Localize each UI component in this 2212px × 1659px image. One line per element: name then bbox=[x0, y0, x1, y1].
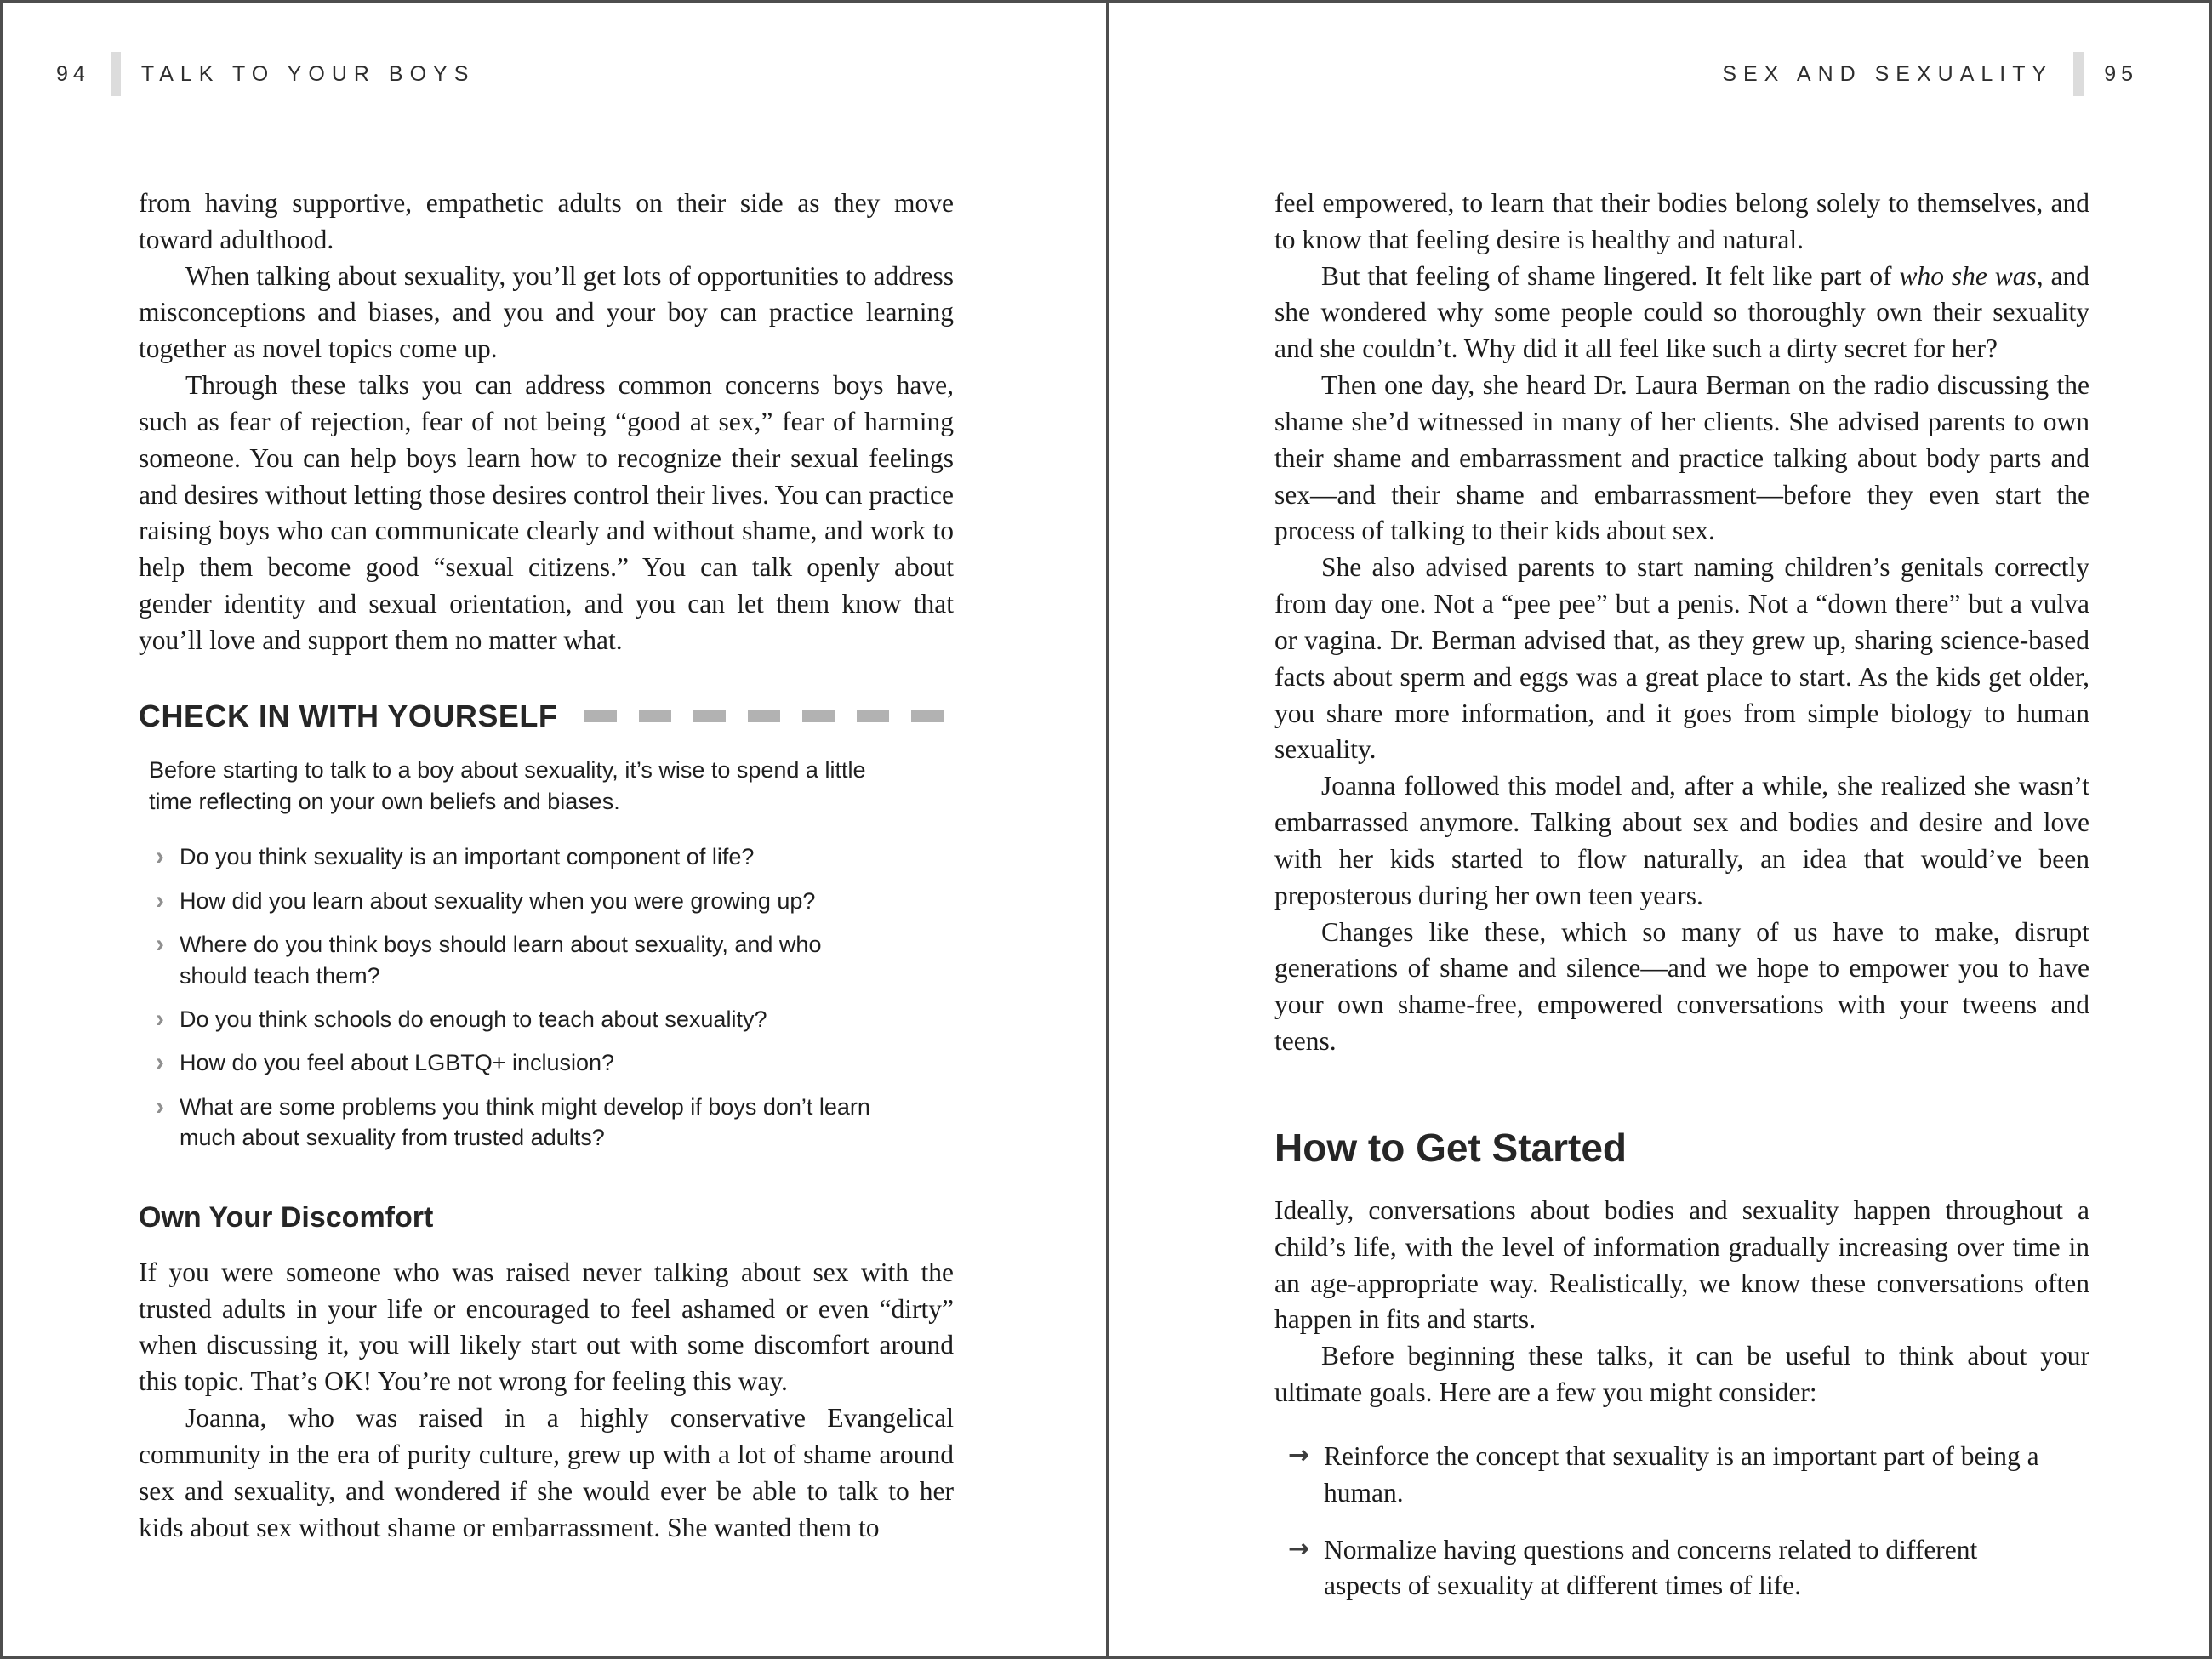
italic-phrase: who she was bbox=[1899, 260, 2037, 291]
section-heading: How to Get Started bbox=[1274, 1125, 1628, 1170]
running-head-title-right: SEX AND SEXUALITY bbox=[1722, 61, 2054, 86]
dash-icon bbox=[748, 710, 780, 722]
paragraph-text: But that feeling of shame lingered. It felt like part of bbox=[1321, 260, 1900, 291]
check-in-heading-row bbox=[139, 698, 954, 734]
list-item bbox=[139, 841, 886, 872]
list-item bbox=[1274, 1532, 2047, 1605]
dash-icon bbox=[802, 710, 835, 722]
dash-decoration bbox=[584, 710, 944, 722]
dash-icon bbox=[584, 710, 617, 722]
running-head-title-left: TALK TO YOUR BOYS bbox=[140, 61, 476, 86]
paragraph: Before beginning these talks, it can be useful to think about your ultimate goals. Here are a few you might consider: bbox=[1274, 1341, 2089, 1408]
question-text: How do you feel about LGBTQ+ inclusion? bbox=[180, 1050, 615, 1076]
goals-list bbox=[1274, 1439, 2089, 1605]
question-text: Where do you think boys should learn about sexuality, and who should teach them? bbox=[180, 932, 822, 989]
running-head-left bbox=[56, 52, 475, 96]
check-in-intro: Before starting to talk to a boy about sexuality, it’s wise to spend a little time reflecting on your own beliefs and biases. bbox=[149, 756, 866, 815]
right-text-column bbox=[1274, 185, 2089, 1605]
paragraph: Changes like these, which so many of us have to make, disrupt generations of shame and silence—and we hope to empower you to have your own shame-free, empowered conversations with your tweens and teens. bbox=[1274, 916, 2089, 1057]
subsection-heading: Own Your Discomfort bbox=[139, 1200, 434, 1234]
paragraph: from having supportive, empathetic adults on their side as they move toward adulthood. bbox=[139, 188, 954, 254]
paragraph: feel empowered, to learn that their bodies belong solely to themselves, and to know that feeling desire is healthy and natural. bbox=[1274, 188, 2089, 254]
check-in-feature-box bbox=[139, 698, 954, 1154]
page-number-left: 94 bbox=[56, 61, 90, 86]
goal-text: Normalize having questions and concerns related to different aspects of sexuality at different times of life. bbox=[1324, 1534, 1978, 1601]
running-head-right bbox=[1722, 52, 2138, 96]
chevron-bullet-icon: › bbox=[156, 842, 164, 871]
question-text: What are some problems you think might develop if boys don’t learn much about sexuality from trusted adults? bbox=[180, 1093, 870, 1151]
arrow-bullet-icon: → bbox=[1288, 1440, 1310, 1470]
check-in-heading: CHECK IN WITH YOURSELF bbox=[139, 698, 558, 733]
dash-icon bbox=[911, 710, 944, 722]
list-item bbox=[139, 1047, 886, 1078]
list-item bbox=[1274, 1439, 2047, 1512]
paragraph: Through these talks you can address common concerns boys have, such as fear of rejection, fear of not being “good at sex,” fear of harming someone. You can help boys learn how to recognize their sexual feelings and desires without letting those desires control their lives. You can practice raising boys who can communicate clearly and without shame, and work to help them become good “sexual citizens.” You can talk openly about gender identity and sexual orientation, and you can let them know that you’ll love and support them no matter what. bbox=[139, 370, 954, 655]
header-bar-icon bbox=[2073, 52, 2084, 96]
dash-icon bbox=[639, 710, 671, 722]
chevron-bullet-icon: › bbox=[156, 1092, 164, 1120]
chevron-bullet-icon: › bbox=[156, 1048, 164, 1077]
left-text-column bbox=[139, 185, 954, 1546]
paragraph: If you were someone who was raised never talking about sex with the trusted adults in your life or encouraged to feel ashamed or even “dirty” when discussing it, you will likely start out with some discomfort around this topic. That’s OK! You’re not wrong for feeling this way. bbox=[139, 1257, 954, 1397]
arrow-bullet-icon: → bbox=[1288, 1533, 1310, 1564]
question-text: Do you think sexuality is an important component of life? bbox=[180, 844, 755, 870]
page-right bbox=[1109, 3, 2212, 1656]
paragraph-text: , and she wondered why some people could so thoroughly own their sexuality and she couldn’t. Why did it all feel like such a dirty secret for her? bbox=[1274, 260, 2089, 364]
paragraph: Ideally, conversations about bodies and sexuality happen throughout a child’s life, with the level of information gradually increasing over time in an age-appropriate way. Realistically, we know these conversations often happen in fits and starts. bbox=[1274, 1194, 2089, 1335]
chevron-bullet-icon: › bbox=[156, 886, 164, 915]
paragraph: When talking about sexuality, you’ll get lots of opportunities to address misconceptions and biases, and you and your boy can practice learning together as novel topics come up. bbox=[139, 260, 954, 364]
page-number-right: 95 bbox=[2104, 61, 2138, 86]
question-text: How did you learn about sexuality when you were growing up? bbox=[180, 887, 816, 914]
dash-icon bbox=[693, 710, 726, 722]
header-bar-icon bbox=[111, 52, 121, 96]
dash-icon bbox=[857, 710, 889, 722]
chevron-bullet-icon: › bbox=[156, 930, 164, 959]
list-item bbox=[139, 886, 886, 916]
question-text: Do you think schools do enough to teach about sexuality? bbox=[180, 1006, 767, 1033]
page-left bbox=[3, 3, 1109, 1656]
paragraph: Joanna followed this model and, after a while, she realized she wasn’t embarrassed anymore. Talking about sex and bodies and desire and love with her kids started to flow naturally, an idea that would’ve been preposterous during her own teen years. bbox=[1274, 771, 2089, 910]
chevron-bullet-icon: › bbox=[156, 1005, 164, 1034]
check-in-question-list bbox=[139, 841, 954, 1154]
paragraph: She also advised parents to start naming children’s genitals correctly from day one. Not a “pee pee” but a penis. Not a “down there” but a vulva or vagina. Dr. Berman advised that, as they grew up, sharing science-based facts about sperm and eggs was a great place to start. As the kids get older, you share more information, and it goes from simple biology to human sexuality. bbox=[1274, 552, 2089, 765]
list-item bbox=[139, 1092, 886, 1154]
paragraph: Joanna, who was raised in a highly conservative Evangelical community in the era of purity culture, grew up with a lot of shame around sex and sexuality, and wondered if she would ever be able to talk to her kids about sex without shame or embarrassment. She wanted them to bbox=[139, 1403, 954, 1542]
goal-text: Reinforce the concept that sexuality is an important part of being a human. bbox=[1324, 1440, 2039, 1508]
list-item bbox=[139, 929, 886, 991]
paragraph bbox=[1274, 259, 2089, 368]
list-item bbox=[139, 1004, 886, 1035]
paragraph: Then one day, she heard Dr. Laura Berman on the radio discussing the shame she’d witnessed in many of her clients. She advised parents to own their shame and embarrassment and practice talking about body parts and sex—and their shame and embarrassment—before they even start the process of talking to their kids about sex. bbox=[1274, 370, 2089, 546]
